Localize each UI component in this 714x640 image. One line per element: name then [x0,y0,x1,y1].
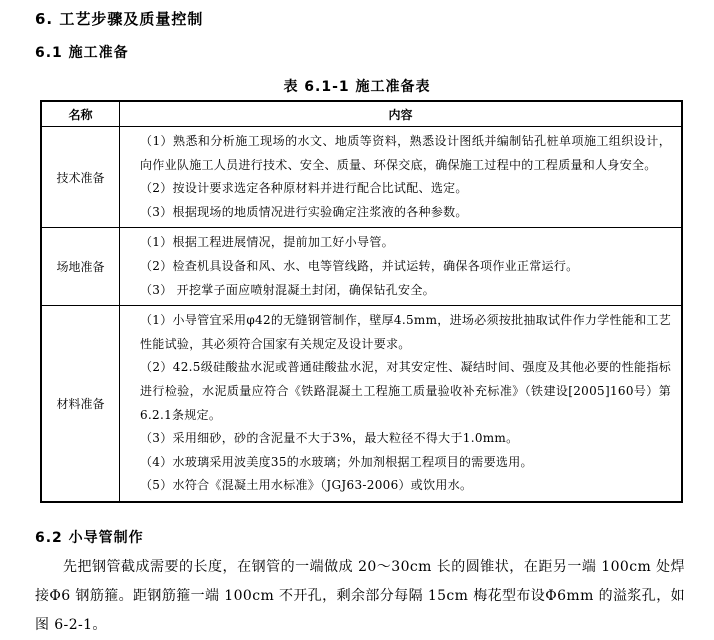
table-row [41,228,682,306]
list-item: （4）水玻璃采用波美度35的水玻璃；外加剂根据工程项目的需要选用。 [140,454,533,469]
table-caption: 表 6.1-1 施工准备表 [283,79,431,95]
table-row [41,127,682,228]
header-name: 名称 [41,101,120,127]
row-content-site [120,228,683,306]
row-content-material [120,306,683,502]
body-paragraph: 先把钢管截成需要的长度，在钢管的一端做成 20～30cm 长的圆锥状，在距另一端 100cm 处焊接Φ6 钢筋箍。距钢筋箍一端 100cm 不开孔，剩余部分每隔 15cm 梅花型布设Φ6mm 的溢浆孔，如图 6-2-1。 [35,559,685,633]
header-content: 内容 [120,101,683,127]
row-name-technical: 技术准备 [41,127,120,228]
preparation-table [40,100,683,503]
list-item: （2）按设计要求选定各种原材料并进行配合比试配、选定。 [140,181,468,196]
row-name-site: 场地准备 [41,228,120,306]
section-heading: 6. 工艺步骤及质量控制 [35,10,204,28]
list-item: （1）根据工程进展情况，提前加工好小导管。 [140,235,394,250]
list-item: （3） 开挖掌子面应喷射混凝土封闭，确保钻孔安全。 [140,282,435,297]
row-content-technical [120,127,683,228]
list-item: （1）小导管宜采用φ42的无缝钢管制作，壁厚4.5mm，进场必须按批抽取试件作力学性能和工艺性能试验，其必须符合国家有关规定及设计要求。 [140,313,671,351]
list-item: （2）42.5级硅酸盐水泥或普通硅酸盐水泥，对其安定性、凝结时间、强度及其他必要的性能指标进行检验，水泥质量应符合《铁路混凝土工程施工质量验收补充标准》（铁建设[2005]160号）第6.2.1条规定。 [140,360,671,422]
list-item: （2）检查机具设备和风、水、电等管线路，并试运转，确保各项作业正常运行。 [140,258,579,273]
subsection2-heading: 6.2 小导管制作 [35,530,144,546]
table-header-row [41,101,682,127]
list-item: （1）熟悉和分析施工现场的水文、地质等资料，熟悉设计图纸并编制钻孔桩单项施工组织设计，向作业队施工人员进行技术、安全、质量、环保交底，确保施工过程中的工程质量和人身安全。 [140,134,671,172]
list-item: （5）水符合《混凝土用水标准》（JGJ63-2006）或饮用水。 [140,478,473,493]
row-name-material: 材料准备 [41,306,120,502]
table-row [41,306,682,502]
list-item: （3）采用细砂，砂的含泥量不大于3%，最大粒径不得大于1.0mm。 [140,431,519,446]
subsection-heading: 6.1 施工准备 [35,45,129,61]
list-item: （3）根据现场的地质情况进行实验确定注浆液的各种参数。 [140,204,468,219]
